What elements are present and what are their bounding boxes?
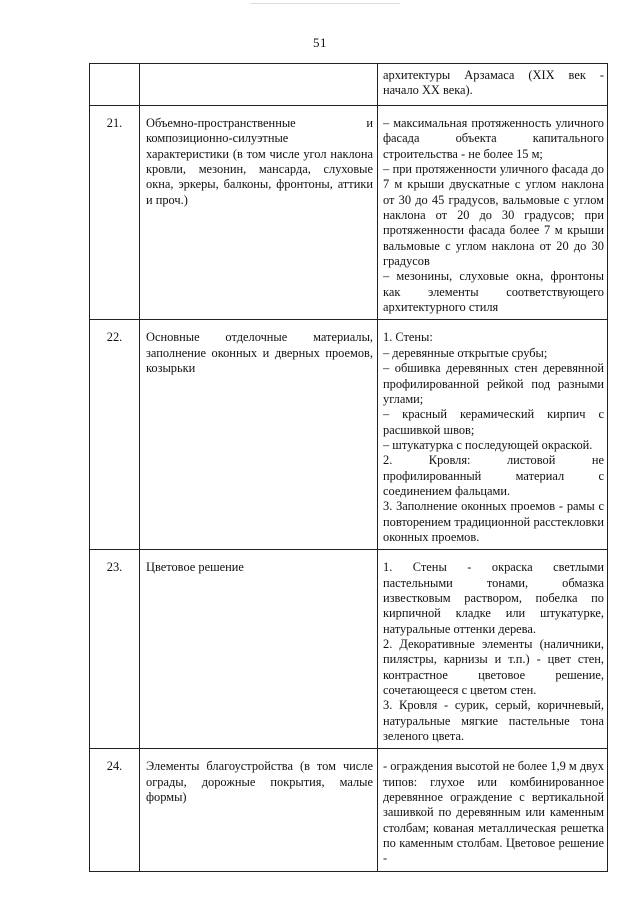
requirement-line: – деревянные открытые срубы; <box>383 345 548 360</box>
row-requirements <box>378 320 608 550</box>
row-number: 24. <box>90 749 140 871</box>
row-number: 22. <box>90 320 140 550</box>
requirement-line: – красный керамический кирпич с расшивкой швов; <box>383 407 604 437</box>
row-number: 23. <box>90 550 140 749</box>
page-number: 51 <box>313 35 327 50</box>
requirement-line: начало XX века). <box>383 83 473 98</box>
row-number: 21. <box>90 106 140 320</box>
row-requirements <box>378 106 608 320</box>
row-parameter: Цветовое решение <box>140 550 378 749</box>
row-requirements <box>378 749 608 871</box>
row-requirements <box>378 550 608 749</box>
requirement-line: – максимальная протяженность уличного фасада объекта капитального строительства - не более 15 м; <box>383 116 604 161</box>
table-row <box>90 106 608 320</box>
requirement-line: – мезонины, слуховые окна, фронтоны как элементы соответствующего архитектурного стиля <box>383 269 604 315</box>
row-requirements <box>378 64 608 106</box>
requirement-line: 1. Стены - окраска светлыми пастельными тонами, обмазка известковым раствором, побелка по кирпичной кладке или штукатурке, натуральные оттенки дерева. <box>383 560 604 636</box>
scan-artifact-top <box>250 3 400 4</box>
requirement-line: архитектуры Арзамаса (XIX век - <box>383 68 604 82</box>
requirement-line: 1. Стены: <box>383 330 433 345</box>
table-row <box>90 550 608 749</box>
row-parameter: Объемно-пространственные и композиционно-силуэтные характеристики (в том числе угол наклона кровли, мезонин, мансарда, слуховые окна, эркеры, балконы, фронтоны, аттики и проч.) <box>140 106 378 320</box>
requirement-line: – при протяженности уличного фасада до 7 м крыши двускатные с углом наклона от 30 до 45 градусов, вальмовые с углом наклона от 20 до 30 градусов; при протяженности фасада более 7 м крыши вальмовые с углом наклона от 20 до 30 градусов <box>383 162 604 269</box>
requirement-line: – штукатурка с последующей окраской. <box>383 437 593 452</box>
table-row <box>90 320 608 550</box>
requirement-line: 3. Кровля - сурик, серый, коричневый, натуральные мягкие пастельные тона зеленого цвета. <box>383 698 604 744</box>
requirement-line: 2. Декоративные элементы (наличники, пилястры, карнизы и т.п.) - цвет стен, контрастное цветовое решение, сочетающееся с цветом стен. <box>383 637 604 698</box>
row-parameter <box>140 64 378 106</box>
row-number <box>90 64 140 106</box>
requirement-line: 2. Кровля: листовой не профилированный материал с соединением фальцами. <box>383 453 604 498</box>
row-parameter: Основные отделочные материалы, заполнение оконных и дверных проемов, козырьки <box>140 320 378 550</box>
requirement-line: 3. Заполнение оконных проемов - рамы с повторением традиционной расстекловки оконных проемов. <box>383 499 604 544</box>
requirement-line: - ограждения высотой не более 1,9 м двух типов: глухое или комбинированное деревянное ограждение с вертикальной зашивкой по деревянным или каменным столбам; кованая металлическая решетка по каменным столбам. Цветовое решение - <box>383 759 604 866</box>
requirement-line: – обшивка деревянных стен деревянной профилированной рейкой под разными углами; <box>383 361 604 406</box>
row-parameter: Элементы благоустройства (в том числе ограды, дорожные покрытия, малые формы) <box>140 749 378 871</box>
table-row <box>90 749 608 871</box>
regulations-table <box>89 63 608 872</box>
table-row <box>90 64 608 106</box>
